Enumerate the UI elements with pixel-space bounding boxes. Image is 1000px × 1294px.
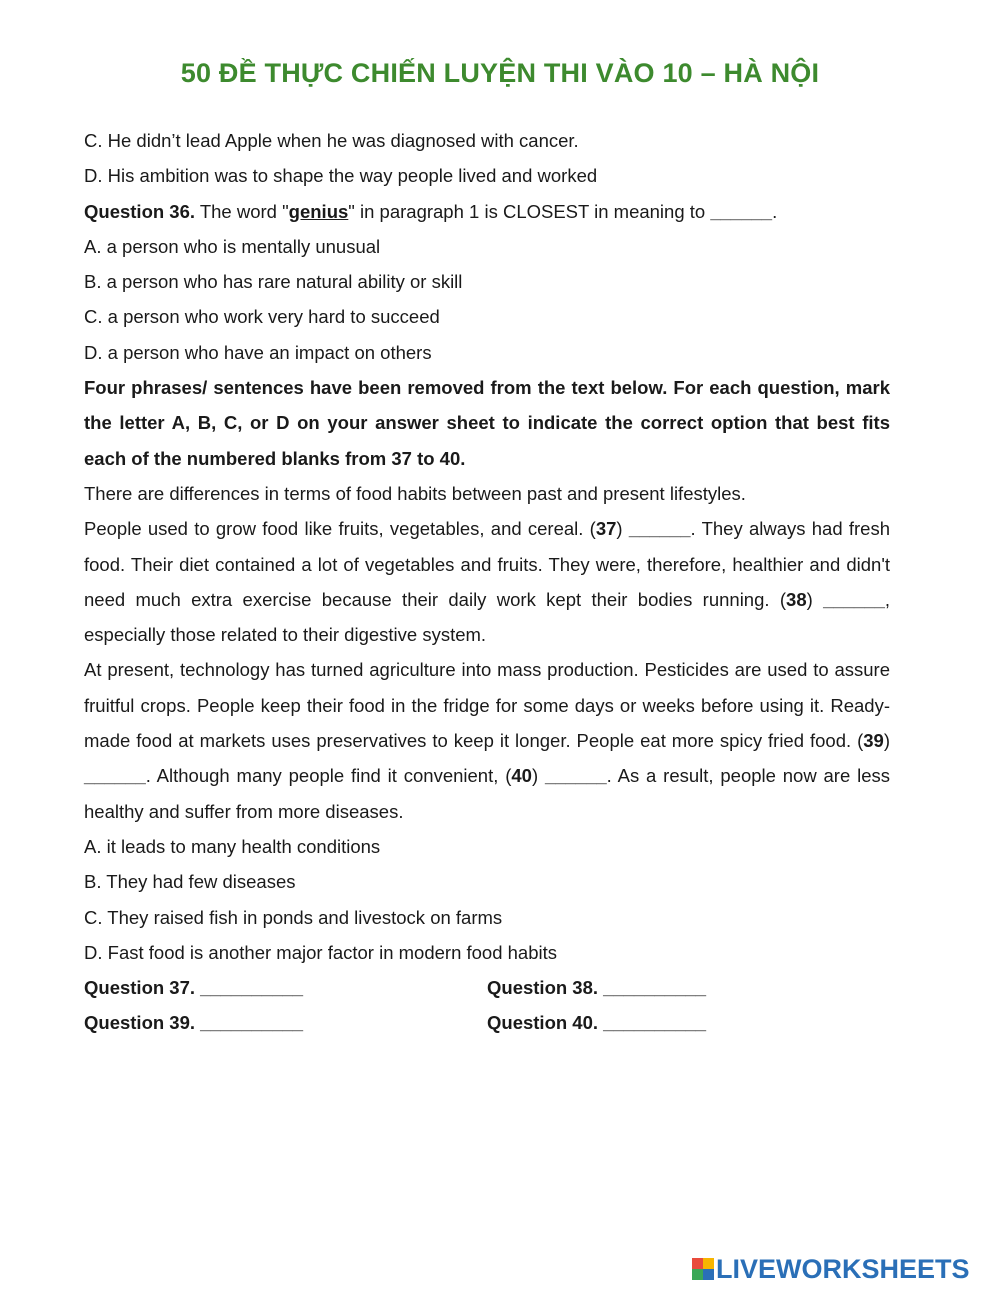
q36-option-b: B. a person who has rare natural ability or skill <box>84 271 463 293</box>
q36-option-a: A. a person who is mentally unusual <box>84 235 381 257</box>
liveworksheets-logo <box>692 1254 970 1284</box>
question-36-end: . <box>772 200 778 222</box>
blank-number-39: 39 <box>863 730 884 752</box>
page-title: 50 ĐỀ THỰC CHIẾN LUYỆN THI VÀO 10 – HÀ NỘI <box>180 58 820 88</box>
question-36-text-before: The word " <box>195 200 289 222</box>
p2-text-b: ) <box>883 730 890 752</box>
passage-paragraph-1 <box>84 511 890 652</box>
question-36-text-after: " in paragraph 1 is CLOSEST in meaning to <box>348 200 711 222</box>
liveworksheets-logo-icon <box>692 1258 714 1280</box>
p1-text-e: , especially those related to their digestive system. <box>84 588 890 646</box>
passage-paragraph-2 <box>84 652 890 828</box>
option-a-37-40: A. it leads to many health conditions <box>84 835 381 857</box>
q35-option-c: C. He didn’t lead Apple when he was diagnosed with cancer. <box>84 130 579 151</box>
question-36-blank[interactable]: ______ <box>710 200 773 222</box>
answer-row-1 <box>84 970 890 1005</box>
p1-text-c: . They always had fresh food. Their diet contained a lot of vegetables and fruits. They were, therefore, healthier and didn't need much extra exercise because their daily work kept their bodies running. ( <box>84 518 890 610</box>
option-c-37-40: C. They raised fish in ponds and livestock on farms <box>84 906 503 928</box>
p2-text-c: . Although many people find it convenient, ( <box>145 765 512 787</box>
worksheet-content <box>84 123 890 1041</box>
answer-row-2 <box>84 1005 890 1040</box>
p2-text-a: At present, technology has turned agriculture into mass production. Pesticides are used to assure fruitful crops. People keep their food in the fridge for some days or weeks before using it. Ready-made food at markets uses preservatives to keep it longer. People eat more spicy fried food. ( <box>84 659 890 752</box>
blank-number-40: 40 <box>511 765 532 787</box>
p1-text-b: ) <box>616 518 629 540</box>
answer-question-38[interactable]: Question 38. __________ <box>487 977 707 999</box>
option-d-37-40: D. Fast food is another major factor in modern food habits <box>84 941 558 963</box>
blank-number-38: 38 <box>786 588 807 610</box>
question-36-label: Question 36. <box>84 200 196 222</box>
blank-38[interactable]: ______ <box>823 588 885 610</box>
blank-39[interactable]: ______ <box>84 765 146 787</box>
p2-text-d: ) <box>531 765 545 787</box>
passage-intro: There are differences in terms of food habits between past and present lifestyles. <box>84 482 746 504</box>
q35-option-d: D. His ambition was to shape the way people lived and worked <box>84 165 598 187</box>
p2-text-e: . As a result, people now are less healthy and suffer from more diseases. <box>84 765 890 822</box>
question-36 <box>84 194 890 229</box>
blank-number-37: 37 <box>595 518 617 540</box>
q36-option-c: C. a person who work very hard to succeed <box>84 306 440 328</box>
q36-option-d: D. a person who have an impact on others <box>84 341 432 363</box>
p1-text-a: People used to grow food like fruits, vegetables, and cereal. ( <box>84 518 596 540</box>
answer-question-40[interactable]: Question 40. __________ <box>487 1012 707 1034</box>
p1-text-d: ) <box>806 588 824 610</box>
section-instruction: Four phrases/ sentences have been removed from the text below. For each question, mark the letter A, B, C, or D on your answer sheet to indicate the correct option that best fits each of the numbered blanks from 37 to 40. <box>84 377 890 469</box>
blank-37[interactable]: ______ <box>628 518 691 540</box>
liveworksheets-logo-text: LIVEWORKSHEETS <box>716 1254 970 1284</box>
question-36-keyword: genius <box>288 200 349 222</box>
answer-question-39[interactable]: Question 39. __________ <box>84 1012 304 1034</box>
blank-40[interactable]: ______ <box>544 765 607 787</box>
answer-question-37[interactable]: Question 37. __________ <box>84 977 304 999</box>
option-b-37-40: B. They had few diseases <box>84 871 296 893</box>
